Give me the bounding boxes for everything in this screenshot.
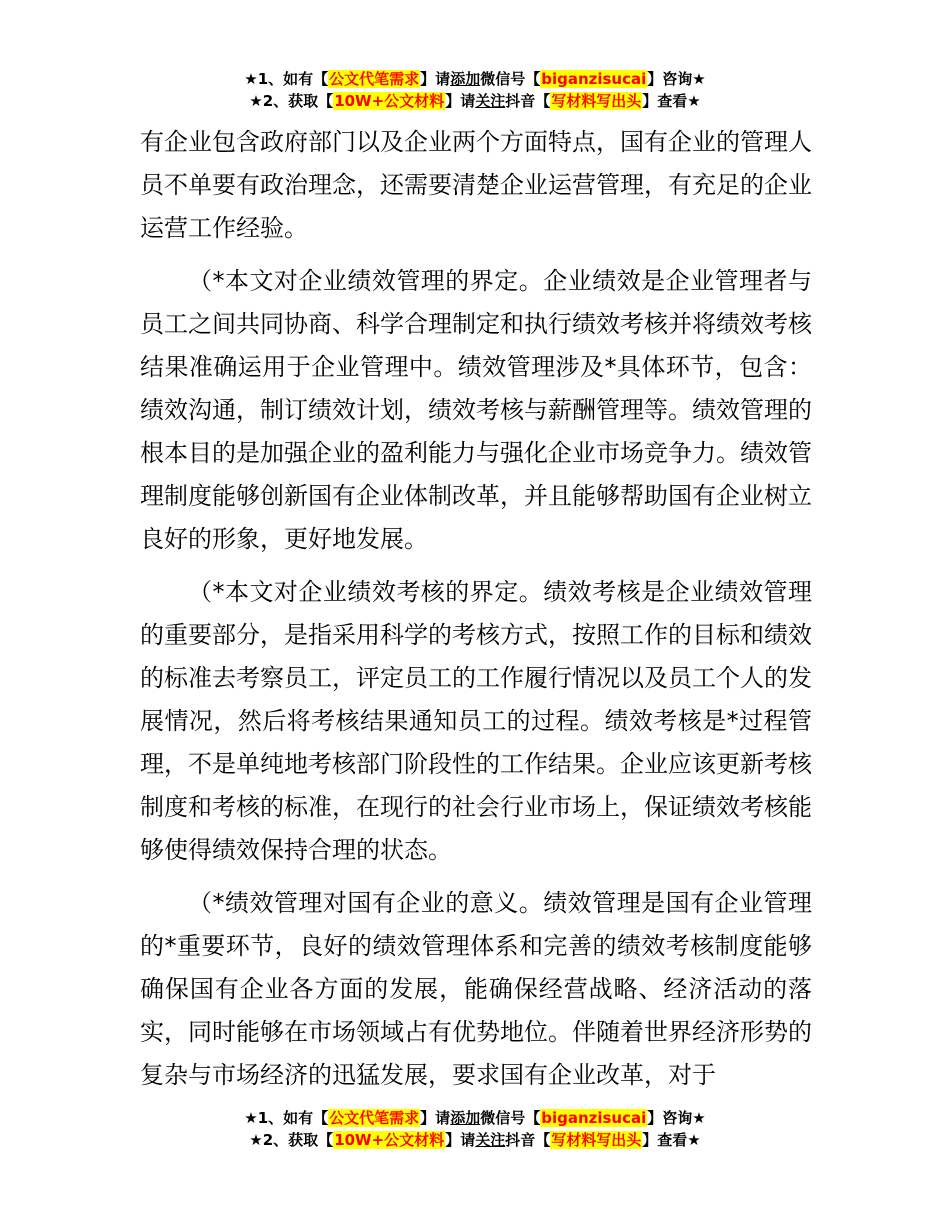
footer-banner	[0, 1107, 950, 1151]
banner-highlight-douyin: 写材料写出头	[551, 92, 642, 110]
banner-highlight-wechat-id: biganzisucai	[541, 70, 647, 88]
paragraph-2: （*本文对企业绩效管理的界定。企业绩效是企业管理者与员工之间共同协商、科学合理制定和执行绩效考核并将绩效考核结果准确运用于企业管理中。绩效管理涉及*具体环节，包含：绩效沟通，制订绩效计划，绩效考核与薪酬管理等。绩效管理的根本目的是加强企业的盈利能力与强化企业市场竞争力。绩效管理制度能够创新国有企业体制改革，并且能够帮助国有企业树立良好的形象，更好地发展。	[140, 267, 812, 553]
paragraph-1: 有企业包含政府部门以及企业两个方面特点，国有企业的管理人员不单要有政治理念，还需要清楚企业运营管理，有充足的企业运营工作经验。	[140, 128, 812, 242]
banner-highlight-materials: 10W+公文材料	[334, 1131, 445, 1149]
banner-text: 】请	[445, 1131, 476, 1149]
banner-text: ★2、获取【	[249, 1131, 334, 1149]
banner-text: ★1、如有【	[244, 1109, 329, 1127]
banner-line-1	[0, 68, 950, 90]
banner-text: 抖音【	[505, 1131, 551, 1149]
banner-underline-follow: 关注	[475, 92, 506, 110]
banner-text: 】请	[420, 70, 451, 88]
document-body	[140, 121, 812, 1097]
banner-text: 】咨询★	[647, 1109, 706, 1127]
paragraph-4: （*绩效管理对国有企业的意义。绩效管理是国有企业管理的*重要环节，良好的绩效管理体系和完善的绩效考核制度能够确保国有企业各方面的发展，能确保经营战略、经济活动的落实，同时能够在市场领域占有优势地位。伴随着世界经济形势的复杂与市场经济的迅猛发展，要求国有企业改革，对于	[140, 889, 812, 1089]
banner-text: ★2、获取【	[249, 92, 334, 110]
banner-text: 】咨询★	[647, 70, 706, 88]
banner-highlight-ghostwriting: 公文代笔需求	[329, 70, 420, 88]
banner-underline-add: 添加	[450, 1109, 481, 1127]
banner-underline-follow: 关注	[475, 1131, 506, 1149]
banner-line-2	[0, 1129, 950, 1151]
banner-text: 微信号【	[480, 1109, 541, 1127]
banner-line-2	[0, 90, 950, 112]
banner-underline-add: 添加	[450, 70, 481, 88]
banner-line-1	[0, 1107, 950, 1129]
header-banner	[0, 68, 950, 112]
banner-text: 】请	[420, 1109, 451, 1127]
banner-highlight-douyin: 写材料写出头	[551, 1131, 642, 1149]
paragraph-3: （*本文对企业绩效考核的界定。绩效考核是企业绩效管理的重要部分，是指采用科学的考核方式，按照工作的目标和绩效的标准去考察员工，评定员工的工作履行情况以及员工个人的发展情况，然后将考核结果通知员工的过程。绩效考核是*过程管理，不是单纯地考核部门阶段性的工作结果。企业应该更新考核制度和考核的标准，在现行的社会行业市场上，保证绩效考核能够使得绩效保持合理的状态。	[140, 578, 812, 864]
banner-highlight-ghostwriting: 公文代笔需求	[329, 1109, 420, 1127]
banner-highlight-materials: 10W+公文材料	[334, 92, 445, 110]
banner-text: 抖音【	[505, 92, 551, 110]
banner-text: 】请	[445, 92, 476, 110]
banner-text: ★1、如有【	[244, 70, 329, 88]
banner-text: 】查看★	[642, 92, 701, 110]
banner-highlight-wechat-id: biganzisucai	[541, 1109, 647, 1127]
banner-text: 】查看★	[642, 1131, 701, 1149]
banner-text: 微信号【	[480, 70, 541, 88]
